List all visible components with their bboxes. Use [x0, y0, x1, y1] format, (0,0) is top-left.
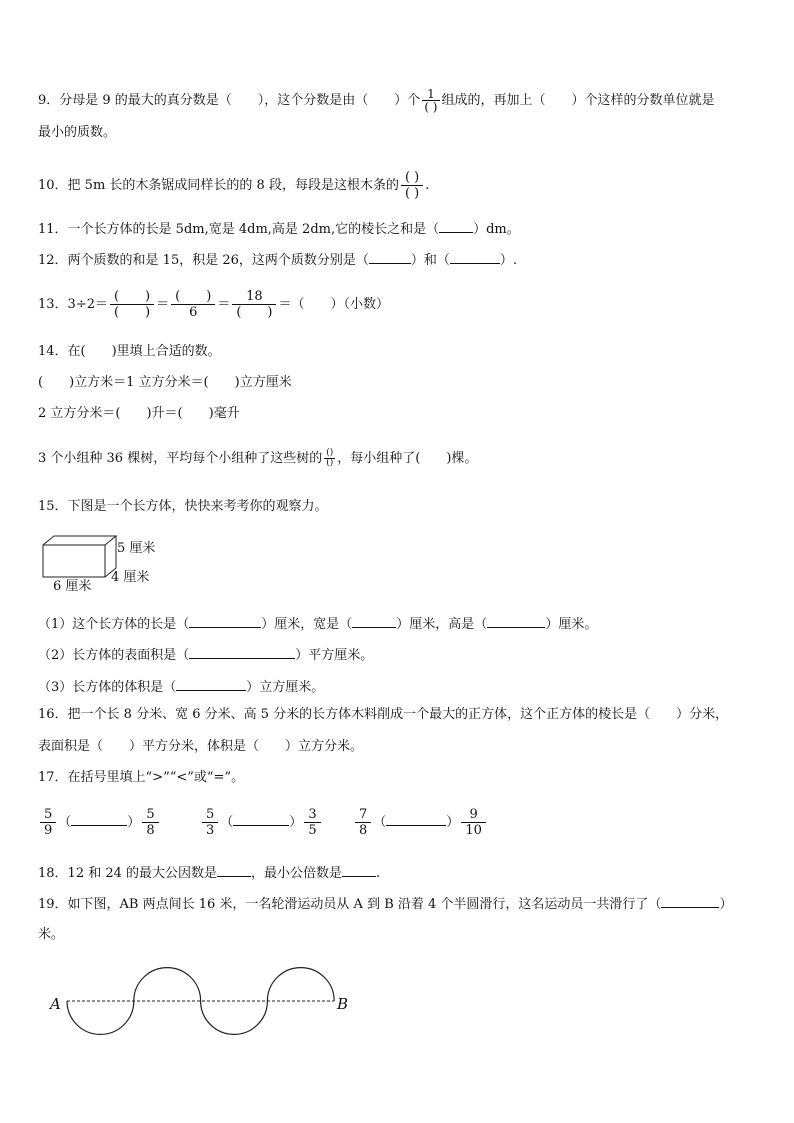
q14-line2: 2 立方分米＝( )升＝( )毫升 — [38, 406, 240, 421]
q10-text-a: 10．把 5m 长的木条锯成同样长的的 8 段，每段是这根木条的 — [38, 178, 399, 193]
q16-line1: 16．把一个长 8 分米、宽 6 分米、高 5 分米的长方体木料削成一个最大的正方体，这个正方体的棱长是（ ）分米， — [38, 707, 729, 722]
q10-line — [38, 170, 429, 201]
q17-p2-right: $\frac{3}{5}$ — [304, 807, 320, 838]
q19-blank[interactable] — [661, 893, 719, 908]
q9-fraction: $\frac{1}{( )}$ — [424, 87, 438, 114]
q18-blank-lcm[interactable] — [342, 862, 376, 877]
q17-pair-1: $\frac{5}{9}$ （ ） $\frac{5}{8}$ — [38, 803, 161, 843]
q12-blank-2[interactable] — [450, 249, 500, 264]
q15-blank-length[interactable] — [189, 613, 261, 628]
semicircle-path-figure — [40, 960, 360, 1050]
q15-title: 15．下图是一个长方体，快快来考考你的观察力。 — [38, 499, 328, 514]
q13-line — [38, 285, 389, 325]
q17-p1-left: $\frac{5}{9}$ — [40, 807, 56, 838]
q15-sub2: （2）长方体的表面积是（ ）平方厘米。 — [38, 644, 373, 665]
q13-fraction-2: $\frac{( )}{6}$ — [171, 289, 215, 320]
q12-line — [38, 249, 517, 270]
q10-fraction: $\frac{( )}{( )}$ — [401, 170, 423, 201]
cuboid-length-label: 6 厘米 — [53, 579, 92, 594]
q13-fraction-3: $\frac{18}{( )}$ — [232, 289, 276, 320]
q12-blank-1[interactable] — [369, 249, 411, 264]
point-a-label: A — [50, 995, 61, 1013]
q17-p3-left: $\frac{7}{8}$ — [355, 807, 371, 838]
cuboid-height-label: 5 厘米 — [117, 541, 156, 556]
q19-line1: 19．如下图，AB 两点间长 16 米，一名轮滑运动员从 A 到 B 沿着 4 个半圆滑行，这名运动员一共滑行了（ ） — [38, 893, 732, 914]
point-b-label: B — [337, 995, 349, 1013]
q15-sub3: （3）长方体的体积是（ ）立方厘米。 — [38, 676, 324, 697]
q13-text-a: 13．3÷2＝ — [38, 297, 108, 312]
q17-p3-blank[interactable] — [386, 811, 446, 826]
q14-fraction: $\frac{()}{()}$ — [326, 448, 334, 468]
q9-text-a: 9．分母是 9 的最大的真分数是（ ），这个分数是由（ ）个 — [38, 93, 421, 108]
q15-sub1: （1）这个长方体的长是（ ）厘米，宽是（ ）厘米，高是（ ）厘米。 — [38, 613, 597, 634]
q15-blank-volume[interactable] — [176, 676, 246, 691]
cuboid-width-label: 4 厘米 — [111, 570, 150, 585]
q17-pair-3: $\frac{7}{8}$ （ ） $\frac{9}{10}$ — [353, 803, 488, 843]
q14-title: 14．在( )里填上合适的数。 — [38, 344, 221, 359]
q15-blank-area[interactable] — [189, 644, 295, 659]
q10-text-b: . — [425, 178, 430, 193]
q12-text-b: ）和（ — [410, 253, 450, 268]
q9-line2 — [38, 124, 116, 142]
q13-text-b: ＝（ ）（小数） — [278, 297, 389, 312]
q16-line2: 表面积是（ ）平方分米，体积是（ ）立方分米。 — [38, 739, 364, 754]
q13-equals-1: ＝ — [156, 297, 170, 312]
q11-blank[interactable] — [439, 218, 473, 233]
q13-equals-2: ＝ — [217, 297, 231, 312]
q9-line1 — [38, 88, 715, 113]
q17-pair-2: $\frac{5}{3}$ （ ） $\frac{3}{5}$ — [200, 803, 323, 843]
q11-line — [38, 218, 520, 239]
q15-blank-height[interactable] — [487, 613, 545, 628]
q11-text-b: ）dm。 — [473, 222, 520, 237]
q17-p1-right: $\frac{5}{8}$ — [142, 807, 158, 838]
q12-text-c: ）. — [499, 253, 518, 268]
q13-fraction-1: $\frac{( )}{( )}$ — [110, 289, 154, 320]
q17-p2-blank[interactable] — [233, 811, 289, 826]
q15-blank-width[interactable] — [352, 613, 396, 628]
q17-p1-blank[interactable] — [71, 811, 127, 826]
q14-text-l3b: ，每小组种了( )棵。 — [337, 451, 478, 466]
q18-blank-gcd[interactable] — [217, 862, 251, 877]
q19-line2: 米。 — [38, 927, 65, 942]
q11-text-a: 11．一个长方体的长是 5dm,宽是 4dm,高是 2dm,它的棱长之和是（ — [38, 222, 440, 237]
q9-text-c: 最小的质数。 — [38, 125, 117, 140]
q14-line3 — [38, 449, 477, 468]
q12-text-a: 12．两个质数的和是 15，积是 26，这两个质数分别是（ — [38, 253, 369, 268]
q9-text-b: 组成的，再加上（ ）个这样的分数单位就是 — [441, 93, 715, 108]
q18-line: 18．12 和 24 的最大公因数是 ，最小公倍数是 . — [38, 862, 380, 883]
q14-text-l3a: 3 个小组种 36 棵树，平均每个小组种了这些树的 — [38, 451, 323, 466]
q17-p3-right: $\frac{9}{10}$ — [461, 807, 486, 838]
q17-title: 17．在括号里填上“>”“<”或“=”。 — [38, 770, 245, 785]
q17-p2-left: $\frac{5}{3}$ — [202, 807, 218, 838]
q14-line1: ( )立方米＝1 立方分米＝( )立方厘米 — [38, 375, 292, 390]
